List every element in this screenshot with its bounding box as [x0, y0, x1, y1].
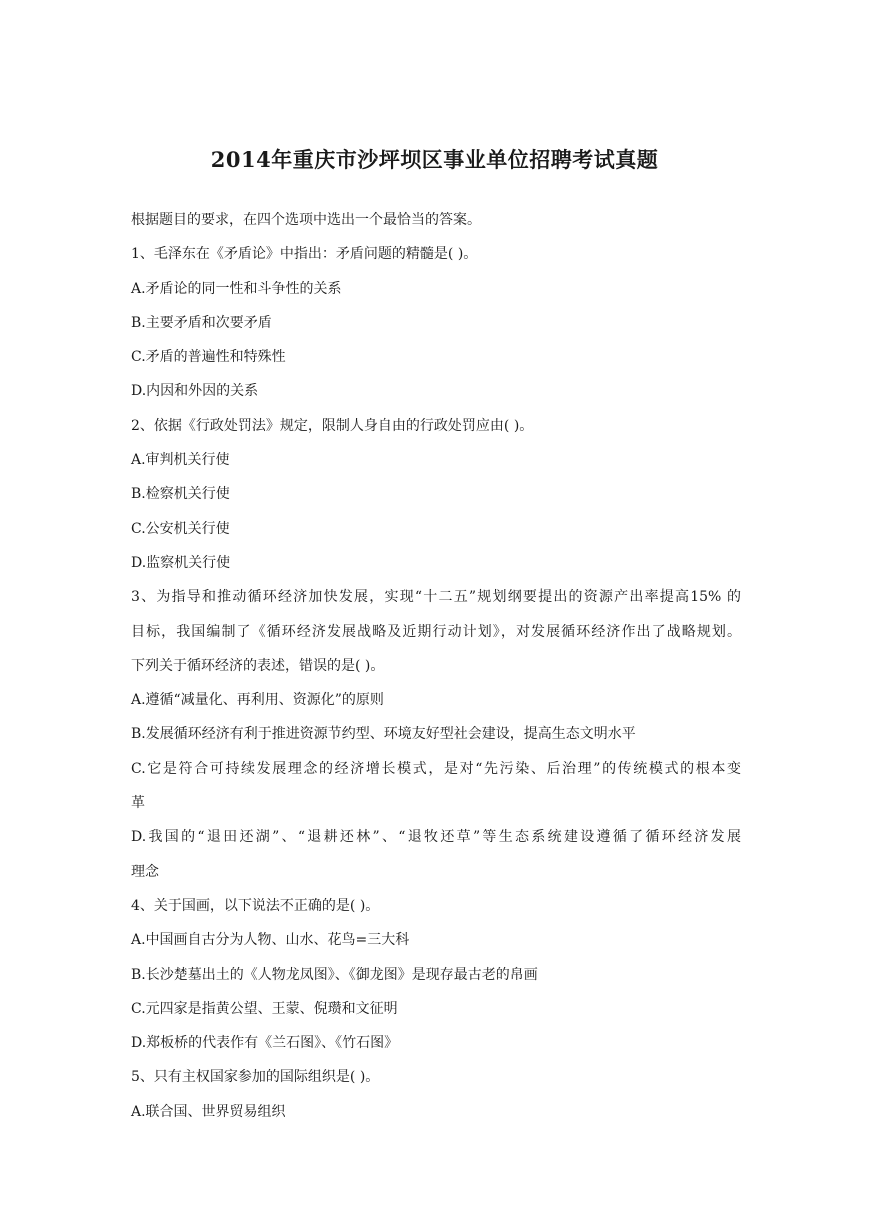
- text-line: C.元四家是指黄公望、王蒙、倪瓒和文征明: [131, 1000, 398, 1017]
- text-line: A.审判机关行使: [131, 452, 230, 469]
- text-line: A.联合国、世界贸易组织: [131, 1103, 286, 1120]
- text-line: 下列关于循环经济的表述，错误的是( )。: [131, 657, 385, 674]
- text-line: A.矛盾论的同一性和斗争性的关系: [131, 280, 342, 297]
- text-line: B.长沙楚墓出土的《人物龙凤图》、《御龙图》是现存最古老的帛画: [131, 966, 538, 983]
- document-body: [131, 203, 741, 1129]
- text-line: 5、只有主权国家参加的国际组织是( )。: [131, 1069, 380, 1086]
- text-line: C.矛盾的普遍性和特殊性: [131, 349, 286, 366]
- text-line: C.它是符合可持续发展理念的经济增长模式，是对“先污染、后治理”的传统模式的根本变: [131, 760, 741, 777]
- text-line: A.遵循“减量化、再利用、资源化”的原则: [131, 692, 384, 709]
- text-line: 3、为指导和推动循环经济加快发展，实现“十二五”规划纲要提出的资源产出率提高15% 的: [131, 589, 741, 606]
- text-line: A.中国画自古分为人物、山水、花鸟=三大科: [131, 932, 410, 949]
- text-line: 革: [131, 795, 145, 812]
- text-line: 1、毛泽东在《矛盾论》中指出：矛盾问题的精髓是( )。: [131, 246, 478, 263]
- text-line: D.我国的“退田还湖”、“退耕还林”、“退牧还草”等生态系统建设遵循了循环经济发展: [131, 829, 741, 846]
- text-line: 目标，我国编制了《循环经济发展战略及近期行动计划》，对发展循环经济作出了战略规划。: [131, 623, 741, 640]
- text-line: D.郑板桥的代表作有《兰石图》、《竹石图》: [131, 1035, 399, 1052]
- text-line: C.公安机关行使: [131, 520, 230, 537]
- text-line: 理念: [131, 863, 159, 880]
- text-line: D.监察机关行使: [131, 554, 231, 571]
- text-line: 2、依据《行政处罚法》规定，限制人身自由的行政处罚应由( )。: [131, 417, 534, 434]
- text-line: B.主要矛盾和次要矛盾: [131, 314, 272, 331]
- text-line: 根据题目的要求，在四个选项中选出一个最恰当的答案。: [131, 212, 481, 228]
- text-line: B.检察机关行使: [131, 486, 230, 503]
- text-line: B.发展循环经济有利于推进资源节约型、环境友好型社会建设，提高生态文明水平: [131, 726, 636, 743]
- text-line: D.内因和外因的关系: [131, 383, 259, 400]
- document-title: 2014年重庆市沙坪坝区事业单位招聘考试真题: [210, 147, 659, 172]
- text-line: 4、关于国画，以下说法不正确的是( )。: [131, 897, 380, 914]
